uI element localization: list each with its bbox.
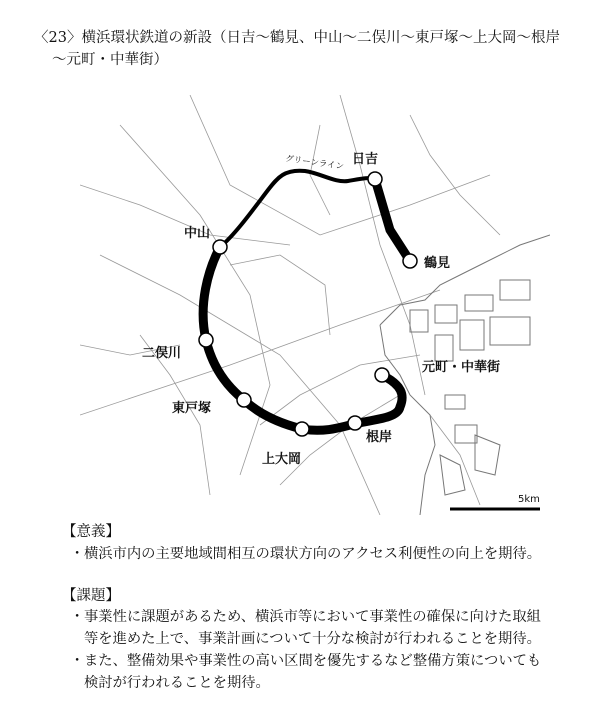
station-label-nakayama: 中山 bbox=[184, 226, 211, 241]
station-label-hiyoshi: 日吉 bbox=[352, 152, 379, 167]
route-map bbox=[80, 95, 550, 515]
significance-heading: 【意義】 bbox=[62, 524, 120, 540]
station-label-tsurumi: 鶴見 bbox=[424, 256, 451, 271]
station-label-motomachi: 元町・中華街 bbox=[422, 360, 501, 375]
station-marker-higashitotsuka bbox=[237, 393, 251, 407]
title-line-2: 〜元町・中華街） bbox=[52, 52, 168, 68]
issue-1-line-2: 等を進めた上で、事業計画について十分な検討が行われることを期待。 bbox=[84, 631, 541, 647]
station-label-kamiooka: 上大岡 bbox=[262, 452, 302, 467]
bullet-mark: ・ bbox=[70, 653, 85, 669]
issue-1-line-1: 事業性に課題があるため、横浜市等において事業性の確保に向けた取組 bbox=[84, 609, 541, 625]
issue-item-2 bbox=[70, 650, 590, 694]
route-map-svg bbox=[80, 95, 550, 515]
station-label-futamatagawa: 二俣川 bbox=[142, 346, 182, 361]
significance-text: 横浜市内の主要地域間相互の環状方向のアクセス利便性の向上を期待。 bbox=[84, 546, 542, 562]
station-marker-nakayama bbox=[213, 240, 227, 254]
page-title bbox=[34, 27, 594, 71]
station-marker-hiyoshi bbox=[368, 172, 382, 186]
scale-label: 5km bbox=[518, 494, 540, 505]
station-label-higashitotsuka: 東戸塚 bbox=[172, 401, 212, 416]
station-marker-motomachi bbox=[375, 368, 389, 382]
green-line-route bbox=[220, 171, 375, 247]
station-marker-tsurumi bbox=[403, 254, 417, 268]
issue-2-line-1: また、整備効果や事業性の高い区間を優先するなど整備方策についても bbox=[84, 653, 542, 669]
station-marker-kamiooka bbox=[295, 422, 309, 436]
station-label-negishi: 根岸 bbox=[366, 430, 393, 445]
route-hiyoshi-tsurumi bbox=[375, 179, 410, 261]
issue-item-1 bbox=[70, 606, 590, 650]
issues-heading: 【課題】 bbox=[62, 588, 120, 604]
station-marker-futamatagawa bbox=[199, 333, 213, 347]
issue-2-line-2: 検討が行われることを期待。 bbox=[84, 675, 270, 691]
bullet-mark: ・ bbox=[70, 609, 85, 625]
coastline bbox=[380, 235, 550, 515]
station-marker-negishi bbox=[348, 416, 362, 430]
bullet-mark: ・ bbox=[70, 546, 85, 562]
title-line-1: 〈23〉横浜環状鉄道の新設（日吉〜鶴見、中山〜二俣川〜東戸塚〜上大岡〜根岸 bbox=[34, 30, 560, 46]
significance-item bbox=[70, 543, 590, 565]
green-line-label: グリーンライン bbox=[284, 154, 345, 173]
